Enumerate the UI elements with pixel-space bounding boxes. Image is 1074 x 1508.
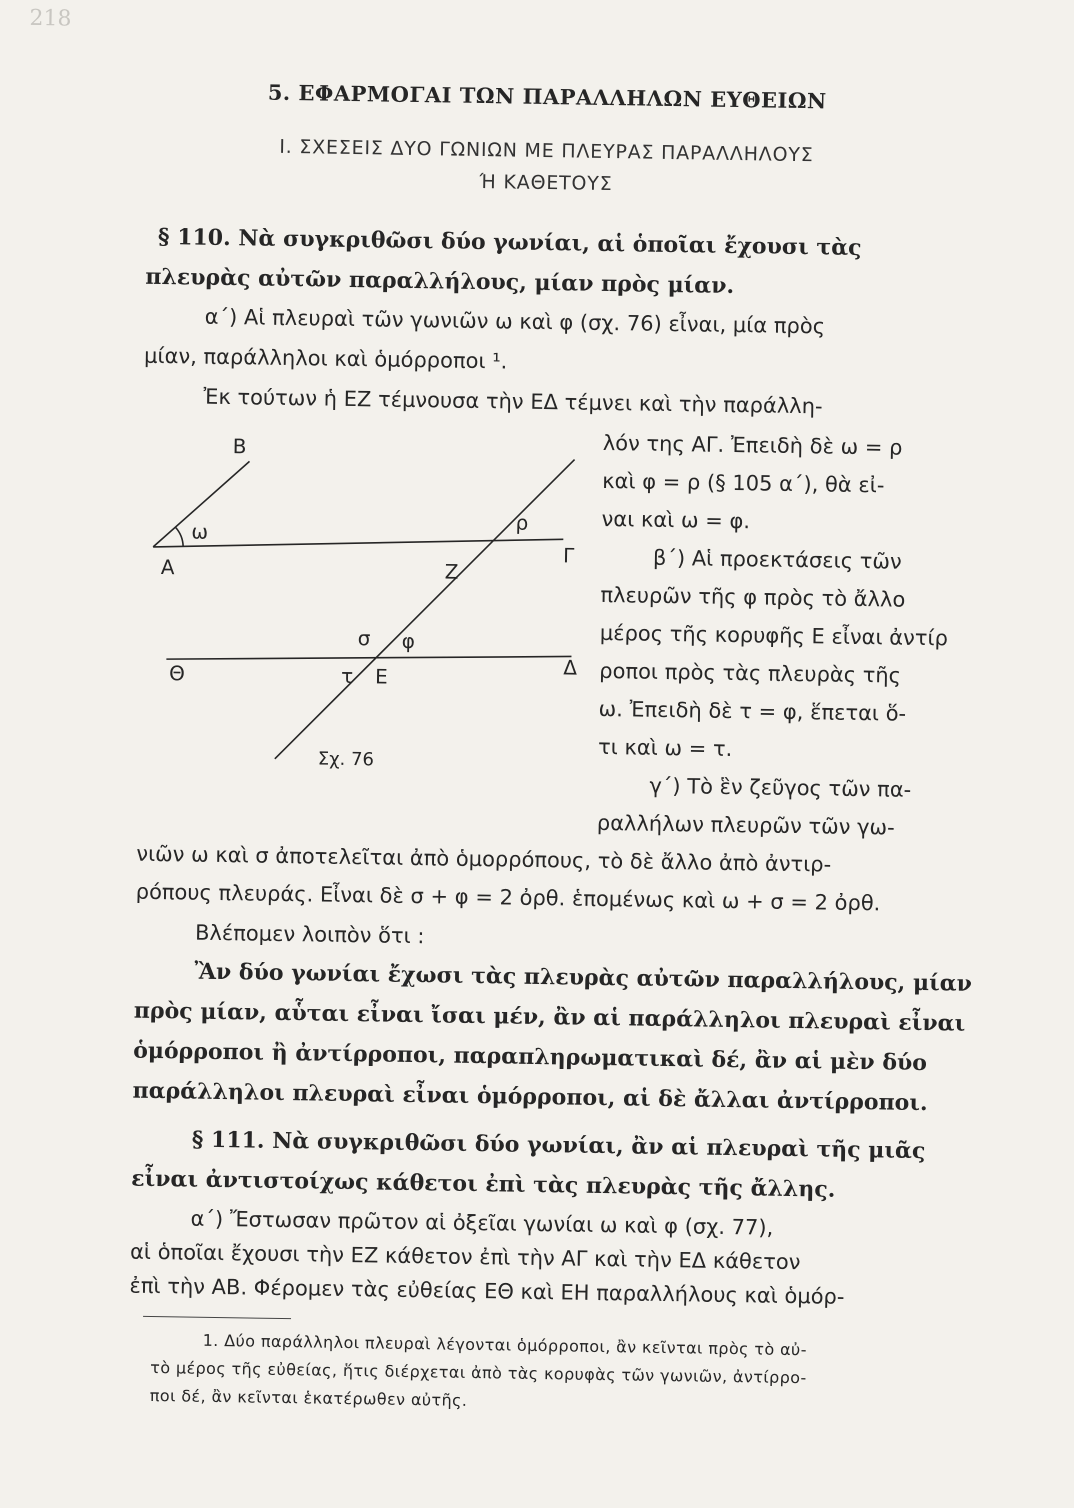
par110-b-line1: Ἐκ τούτων ἡ ΕΖ τέμνουσα τὴν ΕΔ τέμνει καὶ τὴν παράλλη- xyxy=(203,384,823,419)
rule-line4: παράλληλοι πλευραὶ εἶναι ὁμόρροποι, αἱ δὲ ἄλλαι ἀντίρροποι. xyxy=(132,1077,928,1117)
label-Z: Ζ xyxy=(444,559,459,584)
par111-a-line2: αἱ ὁποῖαι ἔχουσι τὴν ΕΖ κάθετον ἐπὶ τὴν ΑΓ καὶ τὴν ΕΔ κάθετον xyxy=(129,1239,801,1275)
par110-right-line6: μέρος τῆς κορυφῆς Ε εἶναι ἀντίρ xyxy=(599,620,949,651)
footnote-rule xyxy=(143,1316,291,1319)
par110-a-line2: μίαν, παράλληλοι καὶ ὁμόρροποι ¹. xyxy=(143,343,508,374)
rule-line2: πρὸς μίαν, αὗται εἶναι ἴσαι μέν, ἂν αἱ παράλληλοι πλευραὶ εἶναι xyxy=(133,997,966,1037)
label-sigma: σ xyxy=(357,626,371,651)
figure-caption: Σχ. 76 xyxy=(317,748,375,771)
par110-right-line4: β΄) Αἱ προεκτάσεις τῶν xyxy=(652,545,902,574)
par110-right-line11: ραλλήλων πλευρῶν τῶν γω- xyxy=(596,810,895,840)
line-a-g xyxy=(153,533,563,553)
par111-title-line1: § 111. Νὰ συγκριθῶσι δύο γωνίαι, ἂν αἱ πλευραὶ τῆς μιᾶς xyxy=(191,1126,926,1165)
footnote-line1: 1. Δύο παράλληλοι πλευραὶ λέγονται ὁμόρροποι, ἂν κεῖνται πρὸς τὸ αὐ- xyxy=(202,1330,808,1360)
par110-title-line2: πλευρὰς αὐτῶν παραλλήλους, μίαν πρὸς μίαν. xyxy=(145,263,735,299)
par110-right-line3: ναι καὶ ω = φ. xyxy=(601,506,751,534)
label-G: Γ xyxy=(562,543,575,568)
rule-line1: Ἂν δύο γωνίαι ἔχωσι τὰς πλευρὰς αὐτῶν παραλλήλους, μίαν xyxy=(194,958,973,997)
label-phi: φ xyxy=(401,628,416,654)
par110-see: Βλέπομεν λοιπὸν ὅτι : xyxy=(194,920,425,949)
par110-c-line1: νιῶν ω καὶ σ ἀποτελεῖται ἀπὸ ὁμορρόπους, τὸ δὲ ἄλλο ἀπὸ ἀντιρ- xyxy=(136,841,832,877)
label-Delta: Δ xyxy=(563,655,578,680)
par110-c-line2: ρόπους πλευράς. Εἶναι δὲ σ + φ = 2 ὀρθ. ἑπομένως καὶ ω + σ = 2 ὀρθ. xyxy=(135,879,881,916)
chapter-heading: 5. ΕΦΑΡΜΟΓΑΙ ΤΩΝ ΠΑΡΑΛΛΗΛΩΝ ΕΥΘΕΙΩΝ xyxy=(267,79,827,114)
label-tau: τ xyxy=(340,663,354,689)
par110-right-line5: πλευρῶν τῆς φ πρὸς τὸ ἄλλο xyxy=(600,582,906,612)
section-heading-line2: Ή ΚΑΘΕΤΟΥΣ xyxy=(479,170,613,196)
par110-title-line1: § 110. Νὰ συγκριθῶσι δύο γωνίαι, αἱ ὁποῖαι ἔχουσι τὰς xyxy=(157,223,862,261)
par110-a-line1: α΄) Αἱ πλευραὶ τῶν γωνιῶν ω καὶ φ (σχ. 76) εἶναι, μία πρὸς xyxy=(204,304,826,339)
footnote-line3: ποι δέ, ἂν κεῖνται ἑκατέρωθεν αὐτῆς. xyxy=(149,1385,468,1410)
label-E: Ε xyxy=(374,664,388,689)
label-B: Β xyxy=(232,434,247,459)
par111-a-line3: ἐπὶ τὴν ΑΒ. Φέρομεν τὰς εὐθείας ΕΘ καὶ ΕΗ παραλλήλους καὶ ὁμόρ- xyxy=(129,1273,845,1309)
par110-right-line9: τι καὶ ω = τ. xyxy=(597,734,733,762)
label-rho: ρ xyxy=(515,510,529,535)
label-A: Α xyxy=(160,555,175,580)
section-heading-line1: Ι. ΣΧΕΣΕΙΣ ΔΥΟ ΓΩΝΙΩΝ ΜΕ ΠΛΕΥΡΑΣ ΠΑΡΑΛΛΗΛΟΥΣ xyxy=(279,135,814,167)
par110-right-line1: λόν της ΑΓ. Ἐπειδὴ δὲ ω = ρ xyxy=(602,430,903,460)
label-Theta: Θ xyxy=(168,661,186,686)
par111-title-line2: εἶναι ἀντιστοίχως κάθετοι ἐπὶ τὰς πλευρὰς τῆς ἄλλης. xyxy=(131,1165,836,1203)
angle-arc-omega xyxy=(175,527,183,546)
line-theta-delta xyxy=(166,650,571,665)
par110-right-line10: γ΄) Τὸ ἓν ζεῦγος τῶν πα- xyxy=(649,773,912,802)
par110-right-line8: ω. Ἐπειδὴ δὲ τ = φ, ἕπεται ὅ- xyxy=(598,696,907,726)
par111-a-line1: α΄) Ἔστωσαν πρῶτον αἱ ὀξεῖαι γωνίαι ω καὶ φ (σχ. 77), xyxy=(190,1206,774,1240)
par110-right-line7: ροποι πρὸς τὰς πλευρὰς τῆς xyxy=(599,658,902,688)
rule-line3: ὁμόρροποι ἢ ἀντίρροποι, παραπληρωματικαὶ δέ, ἂν αἱ μὲν δύο xyxy=(133,1037,928,1077)
page-number: 218 xyxy=(29,5,72,32)
par110-right-line2: καὶ φ = ρ (§ 105 α΄), θὰ εἰ- xyxy=(602,468,885,498)
transversal xyxy=(275,455,578,764)
label-omega: ω xyxy=(191,519,209,544)
figure-76 xyxy=(0,0,612,821)
footnote-line2: τὸ μέρος τῆς εὐθείας, ἥτις διέρχεται ἀπὸ τὰς κορυφὰς τῶν γωνιῶν, ἀντίρρο- xyxy=(150,1357,807,1388)
